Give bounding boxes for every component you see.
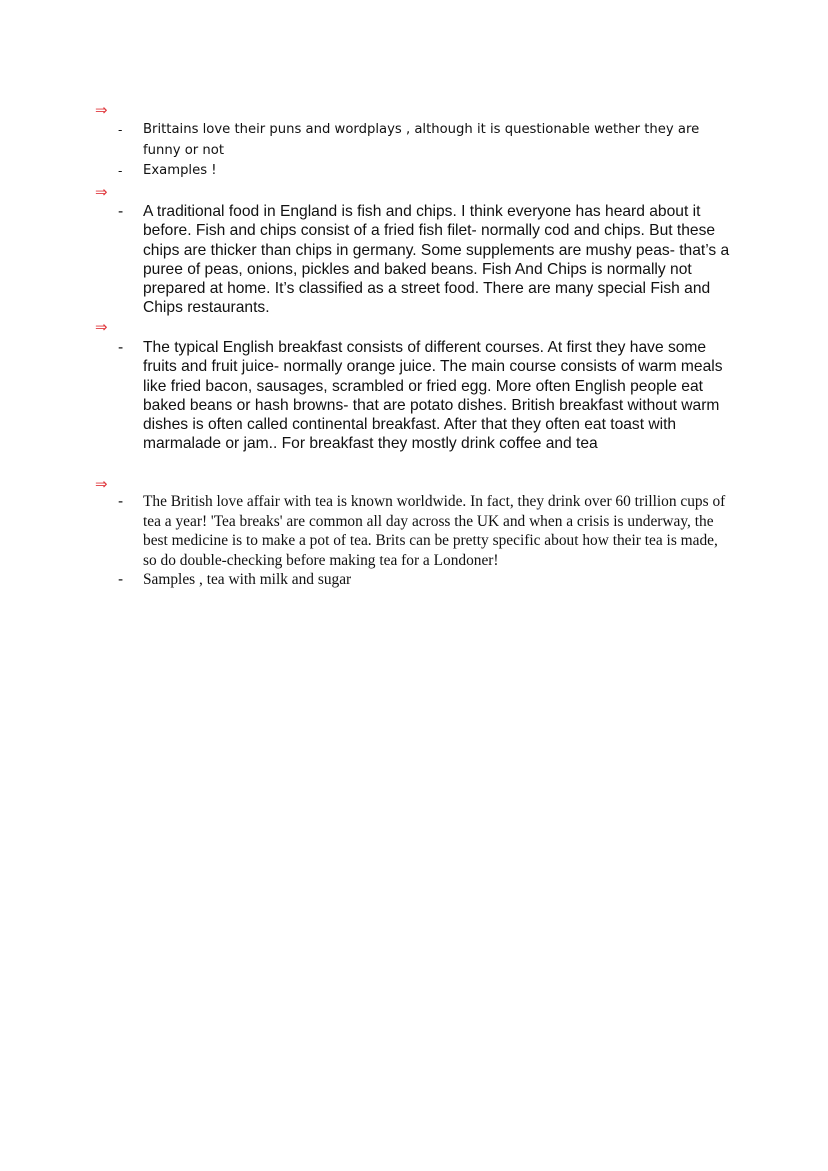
bullet-text: A traditional food in England is fish and chips. I think everyone has heard about it before. Fish and chips consist of a fried fish filet- normally cod and chips. But these chips are thicker than chips in germany. Some supplements are mushy peas- that’s a puree of peas, onions, pickles and baked beans. Fish And Chips is normally not prepared at home. It’s classified as a street food. There are many special Fish and Chips restaurants. (143, 203, 730, 317)
dash-marker: - (118, 571, 124, 588)
dash-marker: - (118, 203, 124, 220)
section-2-arrow-icon: ⇒ (95, 183, 108, 201)
bullet-text: Samples , tea with milk and sugar (143, 571, 352, 588)
bullet-text: The typical English breakfast consists of different courses. At first they have some fruits and fruit juice- normally orange juice. The main course consists of warm meals like fried bacon, sausages, scrambled or fried egg. More often English people eat baked beans or hash browns- that are potato dishes. British breakfast without warm dishes is often called continental breakfast. After that they often eat toast with marmalade or jam.. For breakfast they mostly drink coffee and tea (143, 339, 723, 453)
section-4-bullet-2 (118, 570, 730, 590)
section-1-bullet-1 (118, 120, 730, 161)
section-4-bullet-1 (118, 492, 730, 570)
section-1-arrow-icon: ⇒ (95, 101, 108, 119)
dash-marker: - (118, 122, 123, 137)
bullet-text: Brittains love their puns and wordplays , although it is questionable wether they are funny or not (143, 122, 700, 158)
section-3-bullet-1 (118, 338, 730, 454)
bullet-text: The British love affair with tea is known worldwide. In fact, they drink over 60 trillion cups of tea a year! 'Tea breaks' are common all day across the UK and when a crisis is underway, the best medicine is to make a pot of tea. Brits can be pretty specific about how their tea is made, so do double-checking before making tea for a Londoner! (143, 493, 726, 569)
dash-marker: - (118, 493, 124, 510)
dash-marker: - (118, 163, 123, 178)
bullet-text: Examples ! (143, 163, 217, 178)
section-2-bullet-1 (118, 202, 730, 318)
section-1-bullet-2 (118, 161, 730, 182)
dash-marker: - (118, 339, 124, 356)
section-4-arrow-icon: ⇒ (95, 475, 108, 493)
section-3-arrow-icon: ⇒ (95, 318, 108, 336)
